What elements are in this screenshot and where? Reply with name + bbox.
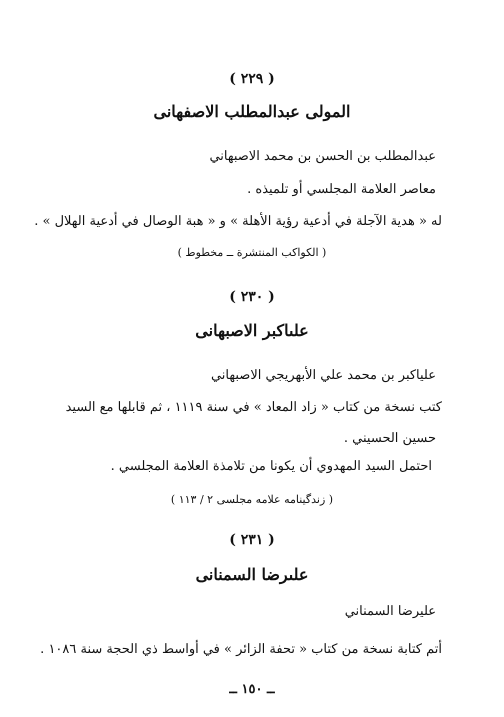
entry-230-title: علىاكبر الاصبهانى (195, 321, 309, 340)
entry-229-source: ( الكواكب المنتشرة ــ مخطوط ) (177, 246, 327, 259)
entry-229-number: ( ٢٢٩ ) (229, 71, 275, 87)
entry-230-number: ( ٢٣٠ ) (229, 289, 275, 305)
entry-231-number: ( ٢٣١ ) (229, 532, 275, 548)
entry-230-line-1: علياكبر بن محمد علي الأبهريجي الاصبهاني (210, 368, 436, 383)
entry-230-line-4: احتمل السيد المهدوي أن يكونا من تلامذة العلامة المجلسي . (110, 459, 432, 474)
entry-231-line-2: أتم كتابة نسخة من كتاب « تحفة الزائر » في أواسط ذي الحجة سنة ١٠٨٦ . (40, 642, 442, 657)
entry-230-source: ( زندگينامه علامه مجلسى ٢ / ١١٣ ) (170, 493, 334, 506)
entry-231-line-1: عليرضا السمناني (344, 604, 436, 619)
entry-229-line-2: معاصر العلامة المجلسي أو تلميذه . (247, 182, 436, 197)
entry-230-line-3: حسين الحسيني . (343, 431, 436, 446)
entry-229-line-1: عبدالمطلب بن الحسن بن محمد الاصبهاني (209, 149, 436, 164)
entry-229-line-3: له « هدية الآجلة في أدعية رؤية الأهلة » و « هبة الوصال في أدعية الهلال » . (34, 214, 442, 229)
page-number: ــ ١٥٠ ــ (229, 682, 275, 697)
entry-230-line-2: كتب نسخة من كتاب « زاد المعاد » في سنة ١١١٩ ، ثم قابلها مع السيد (65, 400, 442, 415)
entry-229-title: المولى عبدالمطلب الاصفهانى (153, 102, 351, 121)
entry-231-title: علىرضا السمنانى (195, 565, 309, 584)
